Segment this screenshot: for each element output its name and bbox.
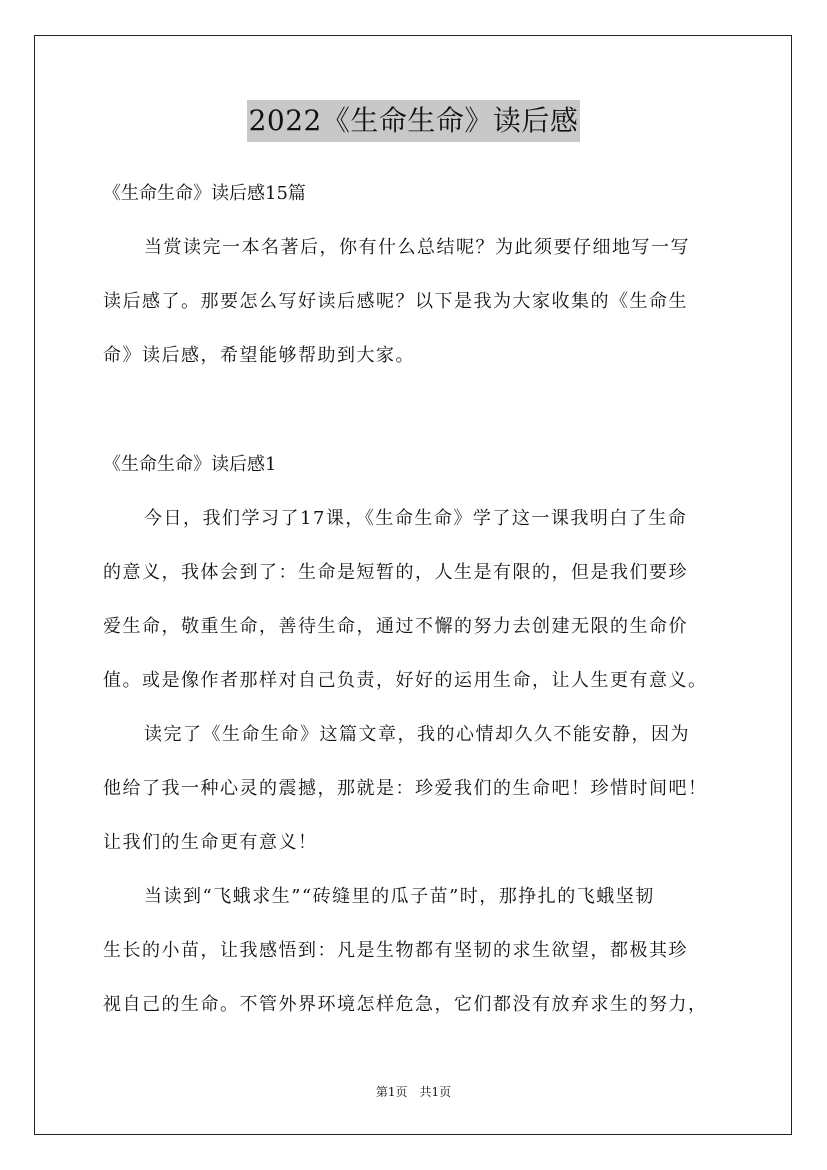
paragraph-line: 的意义，我体会到了：生命是短暂的，人生是有限的，但是我们要珍 xyxy=(103,562,688,583)
paragraph-line: 让我们的生命更有意义！ xyxy=(103,832,318,853)
intro-line-3: 命》读后感，希望能够帮助到大家。 xyxy=(103,345,415,366)
document-title-text: 2022《生命生命》读后感 xyxy=(247,100,581,142)
page-footer: 第1页 共1页 xyxy=(375,1085,452,1099)
subtitle-heading: 《生命生命》读后感15篇 xyxy=(103,183,306,204)
section1-heading: 《生命生命》读后感1 xyxy=(103,454,277,475)
paragraph-line: 视自己的生命。不管外界环境怎样危急，它们都没有放弃求生的努力， xyxy=(103,994,708,1015)
paragraph-line: 生长的小苗，让我感悟到：凡是生物都有坚韧的求生欲望，都极其珍 xyxy=(103,940,688,961)
paragraph-line: 爱生命，敬重生命，善待生命，通过不懈的努力去创建无限的生命价 xyxy=(103,616,688,637)
intro-line-2: 读后感了。那要怎么写好读后感呢？以下是我为大家收集的《生命生 xyxy=(103,291,688,312)
intro-line-1: 当赏读完一本名著后，你有什么总结呢？为此须要仔细地写一写 xyxy=(144,237,690,258)
paragraph-line: 读完了《生命生命》这篇文章，我的心情却久久不能安静，因为 xyxy=(144,724,690,745)
paragraph-line: 他给了我一种心灵的震撼，那就是：珍爱我们的生命吧！珍惜时间吧！ xyxy=(103,778,708,799)
document-title xyxy=(0,100,827,142)
paragraph-line: 今日，我们学习了17课，《生命生命》学了这一课我明白了生命 xyxy=(144,508,688,529)
paragraph-line: 值。或是像作者那样对自己负责，好好的运用生命，让人生更有意义。 xyxy=(103,670,708,691)
paragraph-line: 当读到“飞蛾求生”“砖缝里的瓜子苗”时，那挣扎的飞蛾坚韧 xyxy=(144,886,655,907)
